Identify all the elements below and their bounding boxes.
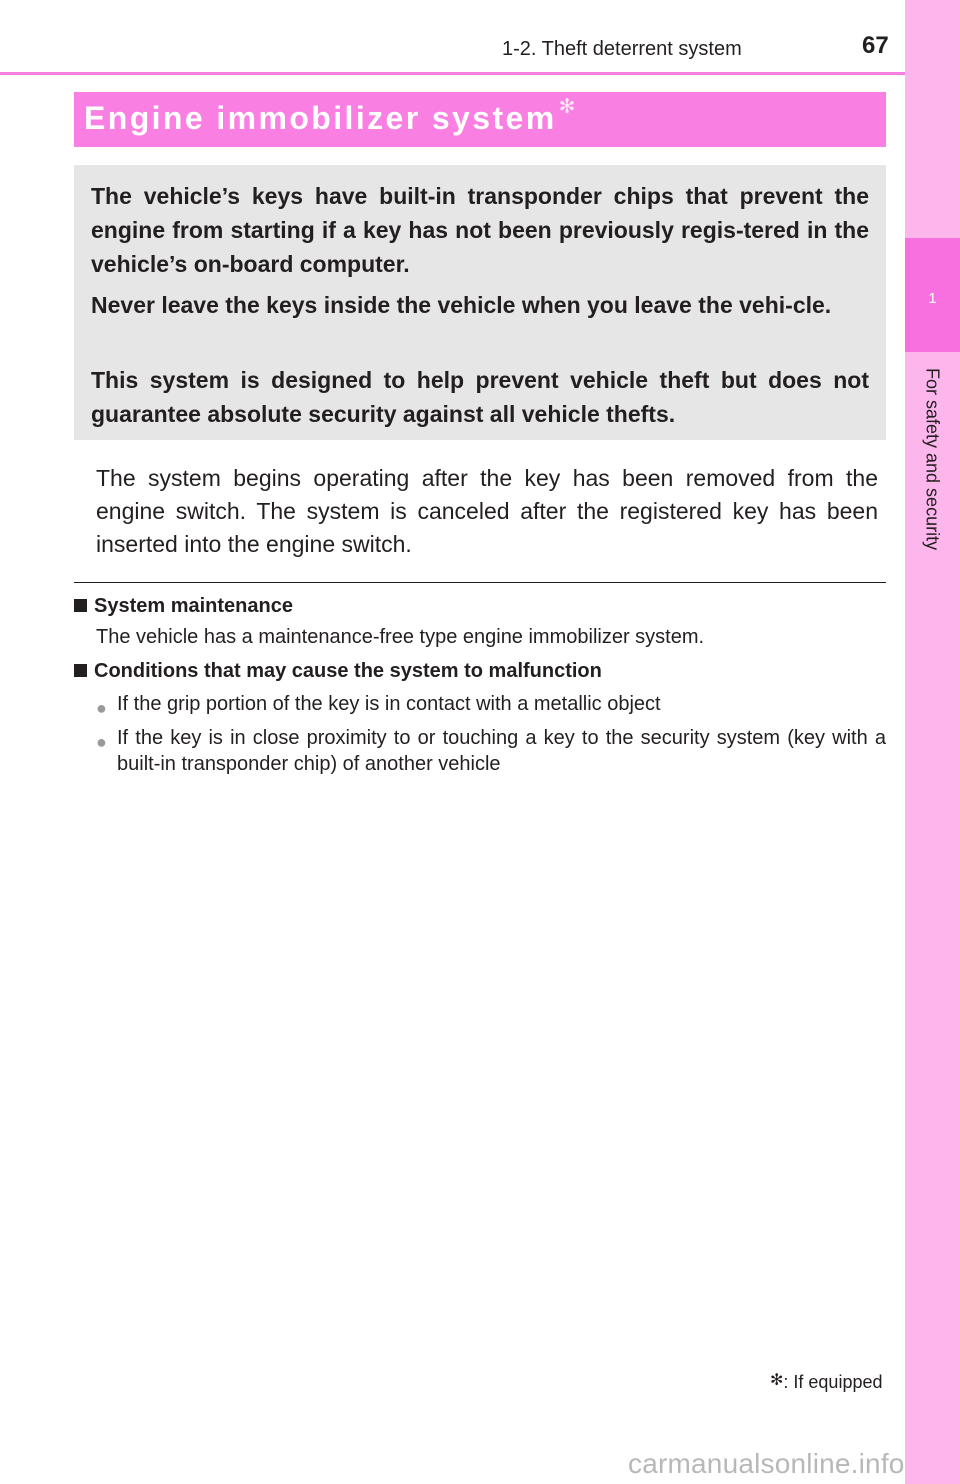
body-paragraph: The system begins operating after the key has been removed from the engine switch. The system is canceled after the registered key has been inserted into the engine switch.: [96, 465, 878, 557]
section-title-text: Engine immobilizer system: [84, 100, 557, 136]
asterisk-icon: ✻: [770, 1372, 784, 1389]
maintenance-text: The vehicle has a maintenance-free type engine immobilizer system.: [96, 626, 705, 648]
square-bullet-icon: [74, 664, 87, 677]
if-equipped-asterisk-icon: ✻: [558, 96, 578, 118]
chapter-tab-number: 1: [928, 290, 937, 307]
page-number: 67: [862, 32, 889, 59]
conditions-heading-text: Conditions that may cause the system to malfunction: [94, 660, 602, 682]
maintenance-heading: [74, 595, 293, 618]
section-divider: [74, 582, 886, 583]
section-title: [84, 96, 578, 137]
intro-paragraph-warning: Never leave the keys inside the vehicle when you leave the vehi-cle.: [91, 292, 832, 318]
square-bullet-icon: [74, 599, 87, 612]
watermark: carmanualsonline.info: [628, 1448, 905, 1479]
list-item: [96, 725, 886, 777]
header-divider: [0, 72, 905, 75]
maintenance-heading-text: System maintenance: [94, 595, 293, 617]
intro-paragraph-transponder: The vehicle’s keys have built-in transponder chips that prevent the engine from starting if a key has not been previously regis-tered in the vehicle’s on-board computer.: [91, 183, 869, 277]
side-strip: [905, 0, 960, 1484]
circle-bullet-icon: ●: [96, 698, 107, 718]
header-chapter-title: 1-2. Theft deterrent system: [502, 38, 742, 60]
footnote-text: : If equipped: [783, 1372, 883, 1392]
intro-paragraph-disclaimer: This system is designed to help prevent vehicle theft but does not guarantee absolute security against all vehicle thefts.: [91, 367, 869, 427]
chapter-tab-label: For safety and security: [922, 368, 943, 551]
list-item-text: If the grip portion of the key is in contact with a metallic object: [117, 693, 661, 715]
circle-bullet-icon: ●: [96, 732, 107, 752]
conditions-heading: [74, 660, 602, 683]
list-item: [96, 691, 886, 717]
list-item-text: If the key is in close proximity to or touching a key to the security system (key with a built-in transponder chip) of another vehicle: [117, 727, 886, 775]
footnote: [770, 1372, 883, 1393]
intro-box: [74, 165, 886, 440]
section-title-bar: [74, 92, 886, 147]
